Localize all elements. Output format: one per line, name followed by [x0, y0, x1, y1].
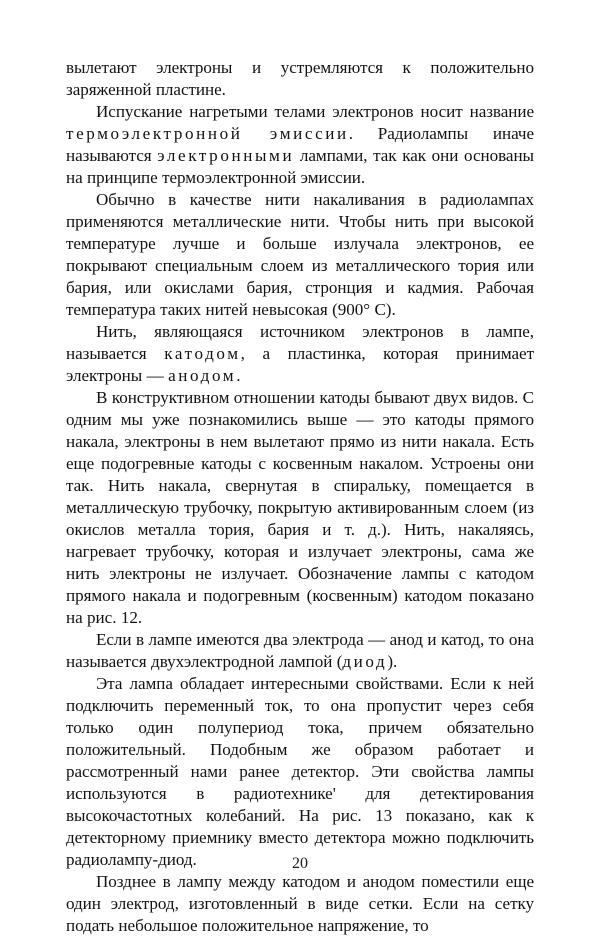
paragraph-8: Позднее в лампу между катодом и анодом поместили еще один электрод, изготовленный в виде сетки. Если на сетку подать небольшое положительное напряжение, то [66, 872, 534, 935]
paragraph-3: Обычно в качестве нити накаливания в радиолампах применяются металлические нити. Чтобы нить при высокой температуре лучше и больше излучала электронов, ее покрывают специальным слоем из металлического тория или бария, или окислами бария, стронция и кадмия. Рабочая температура таких нитей невысокая (900° С). [66, 190, 534, 319]
text-run: лампами, так как они основаны на принципе термоэлектронной эмиссии. [66, 146, 534, 187]
text-run: . [236, 366, 241, 385]
text-run: Испускание нагретыми телами электронов носит название [96, 102, 534, 121]
emphasis-elektronnymi: электронными [157, 146, 295, 165]
page-number: 20 [292, 855, 308, 872]
paragraph-4 [66, 321, 534, 387]
paragraph-5: В конструктивном отношении катоды бывают двух видов. С одним мы уже познакомились выше — это катоды прямого накала, электроны в нем вылетают прямо из нити накала. Есть еще подогревные катоды с косвенным накалом. Устроены они так. Нить накала, свернутая в спиральку, помещается в металлическую трубочку, покрытую активированным слоем (из окислов металла тория, бария и т. д.). Нить, накаляясь, нагревает трубочку, которая и излучает электроны, сама же нить электроны не излучает. Обозначение лампы с катодом прямого накала и подогревным (косвенным) катодом показано на рис. 12. [66, 388, 534, 627]
paragraph-7: Эта лампа обладает интересными свойствами. Если к ней подключить переменный ток, то она пропустит через себя только один полупериод тока, причем обязательно положительный. Подобным же образом работает и рассмотренный нами ранее детектор. Эти свойства лампы используются в радиотехнике' для детектирования высокочастотных колебаний. На рис. 13 показано, как к детекторному приемнику вместо детектора можно подключить радиолампу-диод. [66, 674, 534, 869]
text-run: , а пластинка, которая принимает электроны — [66, 344, 534, 385]
text-run: Нить, являющаяся источником электронов в лампе, называется [66, 322, 534, 363]
paragraph-6 [66, 629, 534, 673]
page-text-body [66, 57, 534, 937]
paragraph-1: вылетают электроны и устремляются к положительно заряженной пластине. [66, 58, 534, 99]
emphasis-termoelektronnoy-emissii: термоэлектронной эмиссии [66, 124, 349, 143]
emphasis-diod: диод [342, 652, 388, 671]
text-run: Если в лампе имеются два электрода — анод и катод, то она называется двухэлектродной лампой ( [66, 630, 534, 671]
emphasis-anodom: анодом [168, 366, 237, 385]
text-run: . Радиолампы иначе называются [66, 124, 535, 165]
text-run: ). [387, 652, 398, 671]
paragraph-2 [66, 101, 534, 189]
emphasis-katodom: катодом [164, 344, 241, 363]
